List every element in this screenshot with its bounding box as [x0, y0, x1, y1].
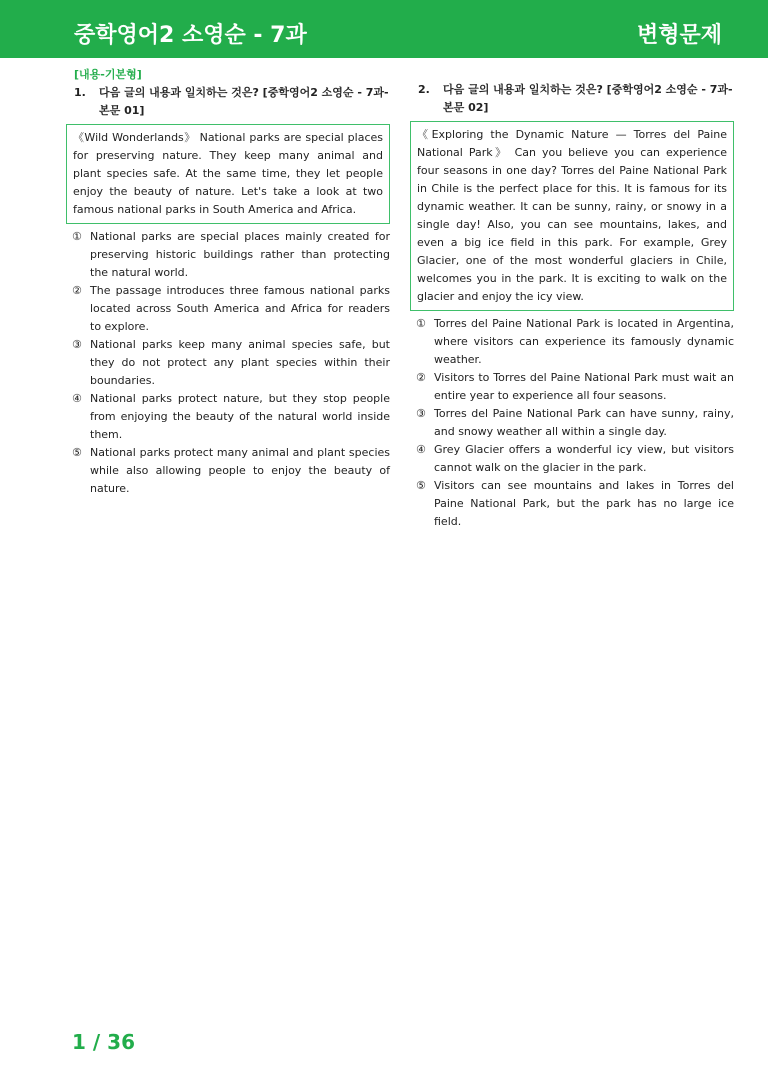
- option-item: [72, 390, 390, 444]
- option-number: ③: [416, 407, 426, 420]
- question-2-passage: 《Exploring the Dynamic Nature — Torres del Paine National Park》 Can you believe you can experience four seasons in one day? Torres del Paine National Park in Chile is the perfect place for this. It is famous for its dynamic weather. It can be sunny, rainy, or snowy in a single day! Also, you can see mountains, lakes, and even a big ice field in this park. For example, Grey Glacier, one of the most wonderful glaciers in Chile, welcomes you in the park. It is exciting to walk on the glacier and enjoy the icy view.: [410, 121, 734, 311]
- option-text: National parks protect many animal and plant species while also allowing people to enjoy the beauty of nature.: [90, 446, 390, 495]
- option-number: ④: [416, 443, 426, 456]
- option-text: National parks are special places mainly created for preserving historic buildings rather than protecting the natural world.: [90, 230, 390, 279]
- question-2-options: [410, 315, 734, 531]
- option-item: [72, 444, 390, 498]
- question-1-options: [66, 228, 390, 498]
- option-number: ①: [416, 317, 426, 330]
- option-item: [416, 369, 734, 405]
- option-number: ②: [72, 284, 82, 297]
- option-text: National parks keep many animal species safe, but they do not protect any plant species within their boundaries.: [90, 338, 390, 387]
- option-text: Visitors can see mountains and lakes in Torres del Paine National Park, but the park has no large ice field.: [434, 479, 734, 528]
- document-type-label: 변형문제: [636, 23, 722, 48]
- page-header: [0, 0, 768, 58]
- option-text: National parks protect nature, but they stop people from enjoying the beauty of the natural world inside them.: [90, 392, 390, 441]
- page-number: 1 / 36: [72, 1030, 135, 1054]
- option-item: [416, 315, 734, 369]
- option-text: Torres del Paine National Park can have sunny, rainy, and snowy weather all within a single day.: [434, 407, 734, 438]
- option-text: Visitors to Torres del Paine National Park must wait an entire year to experience all four seasons.: [434, 371, 734, 402]
- option-number: ①: [72, 230, 82, 243]
- question-2-heading: [410, 81, 734, 117]
- option-text: Grey Glacier offers a wonderful icy view, but visitors cannot walk on the glacier in the park.: [434, 443, 734, 474]
- option-text: The passage introduces three famous national parks located across South America and Africa for readers to explore.: [90, 284, 390, 333]
- option-item: [416, 441, 734, 477]
- page-title: 중학영어2 소영순 - 7과: [74, 23, 307, 48]
- question-2-number: 2.: [418, 83, 430, 96]
- option-item: [72, 282, 390, 336]
- question-1-prompt: 다음 글의 내용과 일치하는 것은? [중학영어2 소영순 - 7과-본문 01]: [99, 86, 389, 117]
- question-1-number: 1.: [74, 86, 86, 99]
- question-2-column: [410, 66, 734, 531]
- question-category: [내용-기본형]: [74, 68, 142, 81]
- option-item: [72, 228, 390, 282]
- option-number: ⑤: [416, 479, 426, 492]
- option-item: [416, 477, 734, 531]
- option-number: ②: [416, 371, 426, 384]
- question-1-passage: 《Wild Wonderlands》 National parks are special places for preserving nature. They keep many animal and plant species safe. At the same time, they let people enjoy the beauty of nature. Let's take a look at two famous national parks in South America and Africa.: [66, 124, 390, 224]
- option-number: ⑤: [72, 446, 82, 459]
- option-item: [72, 336, 390, 390]
- option-item: [416, 405, 734, 441]
- option-number: ④: [72, 392, 82, 405]
- question-2-prompt: 다음 글의 내용과 일치하는 것은? [중학영어2 소영순 - 7과-본문 02]: [443, 83, 733, 114]
- category-spacer: [418, 66, 734, 79]
- question-1-heading: [66, 84, 390, 120]
- question-1-column: [66, 66, 390, 498]
- option-text: Torres del Paine National Park is located in Argentina, where visitors can experience its famously dynamic weather.: [434, 317, 734, 366]
- option-number: ③: [72, 338, 82, 351]
